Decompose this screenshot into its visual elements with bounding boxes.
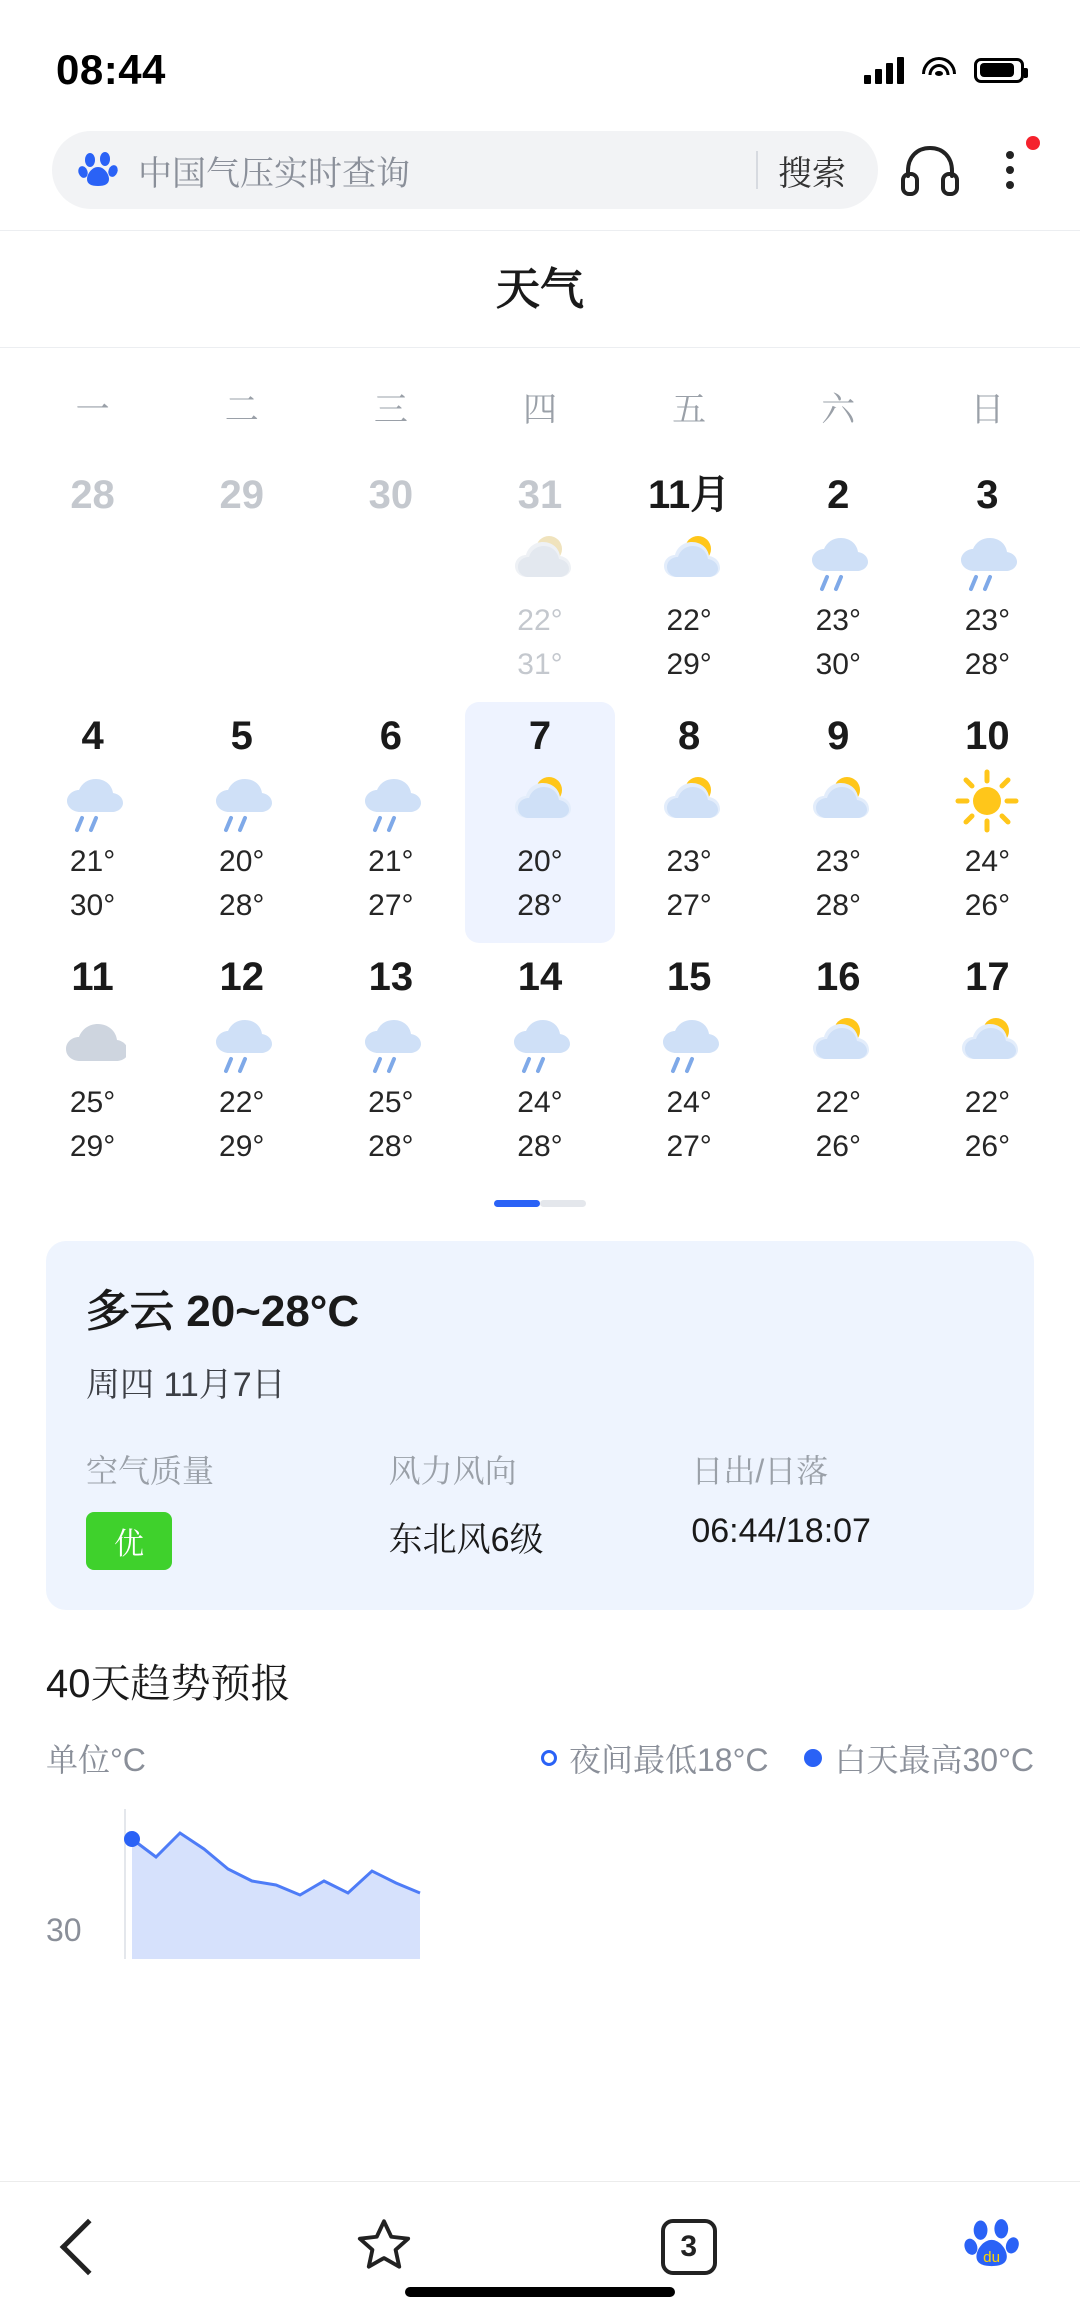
signal-bars-icon <box>864 56 904 84</box>
calendar-day-cell[interactable] <box>18 943 167 1184</box>
calendar-day-number: 29 <box>219 473 264 517</box>
calendar-day-number: 11月 <box>647 473 731 517</box>
calendar-day-high: 31° <box>517 647 563 681</box>
status-icons <box>864 56 1024 84</box>
wind-value: 东北风6级 <box>388 1521 544 1559</box>
chevron-left-icon[interactable] <box>60 2218 117 2275</box>
rain-icon <box>805 527 871 593</box>
day-grid <box>18 461 1062 1184</box>
cloud-icon <box>60 1009 126 1075</box>
calendar-day-number: 14 <box>517 955 563 999</box>
page-title: 天气 <box>496 265 584 314</box>
calendar-day-number: 6 <box>379 714 402 758</box>
calendar-day-cell[interactable] <box>18 461 167 702</box>
calendar-day-cell[interactable] <box>167 943 316 1184</box>
weekday-label: 一 <box>75 391 110 429</box>
calendar-day-cell[interactable] <box>167 702 316 943</box>
tab-count-button[interactable]: 3 <box>661 2219 717 2275</box>
circle-outline-icon <box>541 1750 557 1766</box>
wind-label: 风力风向 <box>388 1453 517 1489</box>
calendar-day-cell[interactable] <box>913 943 1062 1184</box>
detail-columns <box>86 1406 994 1570</box>
search-query-text: 中国气压实时查询 <box>138 154 410 193</box>
calendar-day-low: 22° <box>666 604 712 637</box>
rain-icon <box>954 527 1020 593</box>
calendar-day-low: 24° <box>517 1086 563 1119</box>
weekday-label: 六 <box>821 391 856 429</box>
status-bar <box>0 0 1080 110</box>
calendar-day-number: 17 <box>965 955 1010 999</box>
trend-chart <box>46 1809 1034 1959</box>
trend-unit-label: 单位°C <box>46 1742 146 1778</box>
calendar-day-cell[interactable] <box>615 461 764 702</box>
sun-cloud-icon <box>507 768 573 834</box>
baidu-home-icon[interactable] <box>964 2215 1022 2278</box>
calendar-day-cell[interactable] <box>465 702 614 943</box>
calendar-day-low: 20° <box>517 845 563 878</box>
chart-y-tick: 30 <box>46 1912 82 1948</box>
calendar-day-low: 24° <box>666 1086 712 1119</box>
sun-cloud-icon <box>656 527 722 593</box>
wifi-icon <box>922 57 956 83</box>
calendar-day-number: 13 <box>368 955 414 999</box>
calendar-day-low: 25° <box>69 1086 116 1119</box>
calendar-day-number: 16 <box>816 955 861 999</box>
page-indicator-active <box>494 1200 540 1207</box>
rain-icon <box>507 1009 573 1075</box>
sun-cloud-icon <box>507 527 573 593</box>
calendar-day-low: 22° <box>219 1086 265 1119</box>
sun-column <box>691 1446 994 1570</box>
calendar-day-low: 23° <box>964 604 1011 637</box>
calendar-day-number: 30 <box>368 473 414 517</box>
chart-series-area <box>124 1809 1034 1959</box>
trend-legend <box>46 1709 1034 1781</box>
rain-icon <box>209 1009 275 1075</box>
calendar-day-cell[interactable] <box>764 461 913 702</box>
search-bar <box>0 110 1080 230</box>
calendar-day-cell[interactable] <box>615 702 764 943</box>
calendar-day-high: 27° <box>368 888 414 922</box>
calendar-day-cell[interactable] <box>615 943 764 1184</box>
calendar-day-high: 28° <box>368 1129 414 1163</box>
calendar-day-cell[interactable] <box>18 702 167 943</box>
calendar-day-number: 10 <box>965 714 1010 758</box>
star-icon[interactable] <box>355 2215 413 2278</box>
calendar-day-low: 23° <box>815 604 861 637</box>
calendar-day-high: 30° <box>815 647 861 681</box>
sun-cloud-icon <box>954 1009 1020 1075</box>
status-time: 08:44 <box>56 46 166 93</box>
home-indicator <box>405 2287 675 2297</box>
calendar-day-number: 8 <box>678 714 701 758</box>
weather-detail-card <box>46 1241 1034 1610</box>
legend-day-label: 白天最高30°C <box>834 1742 1034 1778</box>
sun-label: 日出/日落 <box>691 1453 829 1489</box>
calendar-day-number: 9 <box>827 714 850 758</box>
calendar-day-cell[interactable] <box>316 702 465 943</box>
legend-night-label: 夜间最低18°C <box>568 1742 769 1778</box>
calendar-day-high: 28° <box>517 1129 563 1163</box>
calendar-day-number: 11 <box>71 955 114 999</box>
page-indicator[interactable] <box>0 1184 1080 1233</box>
calendar-day-low: 23° <box>815 845 861 878</box>
search-button[interactable]: 搜索 <box>778 154 846 193</box>
calendar-day-high: 26° <box>964 1129 1011 1163</box>
baidu-paw-icon <box>78 149 120 191</box>
weekday-header <box>18 348 1062 461</box>
calendar-day-high: 30° <box>69 888 116 922</box>
sun-cloud-icon <box>805 768 871 834</box>
calendar-day-cell[interactable] <box>465 461 614 702</box>
calendar-day-low: 23° <box>666 845 712 878</box>
sun-value: 06:44/18:07 <box>691 1512 871 1550</box>
calendar-day-high: 28° <box>219 888 265 922</box>
calendar-day-low: 24° <box>964 845 1011 878</box>
calendar-day-number: 5 <box>230 714 253 758</box>
calendar-day-low: 22° <box>815 1086 861 1119</box>
rain-icon <box>358 1009 424 1075</box>
headphone-icon[interactable] <box>898 138 962 202</box>
calendar-day-cell[interactable] <box>913 461 1062 702</box>
calendar-day-low: 21° <box>368 845 414 878</box>
weekday-label: 五 <box>672 391 707 429</box>
more-vertical-icon[interactable] <box>982 138 1038 202</box>
calendar-day-cell[interactable] <box>316 461 465 702</box>
weekday-label: 二 <box>224 391 259 429</box>
calendar-day-high: 29° <box>666 647 712 681</box>
calendar-day-number: 31 <box>517 473 563 517</box>
trend-section <box>0 1610 1080 1959</box>
calendar-day-number: 4 <box>81 714 104 758</box>
calendar-day-cell[interactable] <box>764 702 913 943</box>
rain-icon <box>60 768 126 834</box>
wind-column <box>389 1446 692 1570</box>
circle-filled-icon <box>804 1749 822 1767</box>
calendar-day-low: 25° <box>368 1086 414 1119</box>
calendar-day-high: 28° <box>964 647 1011 681</box>
calendar-day-number: 28 <box>70 473 115 517</box>
rain-icon <box>358 768 424 834</box>
rain-icon <box>209 768 275 834</box>
status-badge: 优 <box>86 1512 172 1570</box>
air-quality-label: 空气质量 <box>86 1453 215 1489</box>
detail-headline: 多云 20~28°C <box>86 1287 360 1336</box>
air-quality-column <box>86 1446 389 1570</box>
calendar-day-number: 7 <box>528 714 552 758</box>
trend-title: 40天趋势预报 <box>46 1662 291 1706</box>
calendar-day-number: 3 <box>976 473 999 517</box>
calendar-day-high: 28° <box>517 888 563 922</box>
calendar-day-cell[interactable] <box>913 702 1062 943</box>
calendar-day-cell[interactable] <box>465 943 614 1184</box>
battery-icon <box>974 58 1024 83</box>
calendar-day-low: 22° <box>517 604 563 637</box>
legend-day <box>804 1735 1034 1781</box>
weekday-label: 三 <box>373 391 408 429</box>
calendar-day-high: 26° <box>964 888 1011 922</box>
rain-icon <box>656 1009 722 1075</box>
calendar-day-high: 29° <box>69 1129 116 1163</box>
legend-night <box>541 1735 769 1781</box>
calendar-day-high: 27° <box>666 1129 712 1163</box>
weekday-label: 四 <box>522 391 557 429</box>
calendar-day-low: 21° <box>69 845 116 878</box>
calendar-day-low: 22° <box>964 1086 1011 1119</box>
calendar-day-number: 15 <box>666 955 712 999</box>
calendar-day-number: 12 <box>219 955 264 999</box>
detail-date: 周四 11月7日 <box>86 1366 286 1404</box>
svg-text:du: du <box>983 2248 1001 2266</box>
calendar-day-high: 29° <box>219 1129 265 1163</box>
calendar-day-low: 20° <box>219 845 265 878</box>
calendar-day-number: 2 <box>827 473 850 517</box>
search-divider <box>756 151 758 189</box>
calendar-day-cell[interactable] <box>316 943 465 1184</box>
search-input[interactable] <box>52 131 878 209</box>
sun-cloud-icon <box>805 1009 871 1075</box>
page-indicator-inactive <box>540 1200 586 1207</box>
calendar-day-high: 28° <box>815 888 861 922</box>
weekday-label: 日 <box>970 391 1005 429</box>
sun-cloud-icon <box>656 768 722 834</box>
calendar-day-high: 26° <box>815 1129 861 1163</box>
calendar-day-cell[interactable] <box>764 943 913 1184</box>
sun-icon <box>954 768 1020 834</box>
calendar-day-cell[interactable] <box>167 461 316 702</box>
calendar-day-high: 27° <box>666 888 712 922</box>
weather-calendar <box>0 348 1080 1184</box>
